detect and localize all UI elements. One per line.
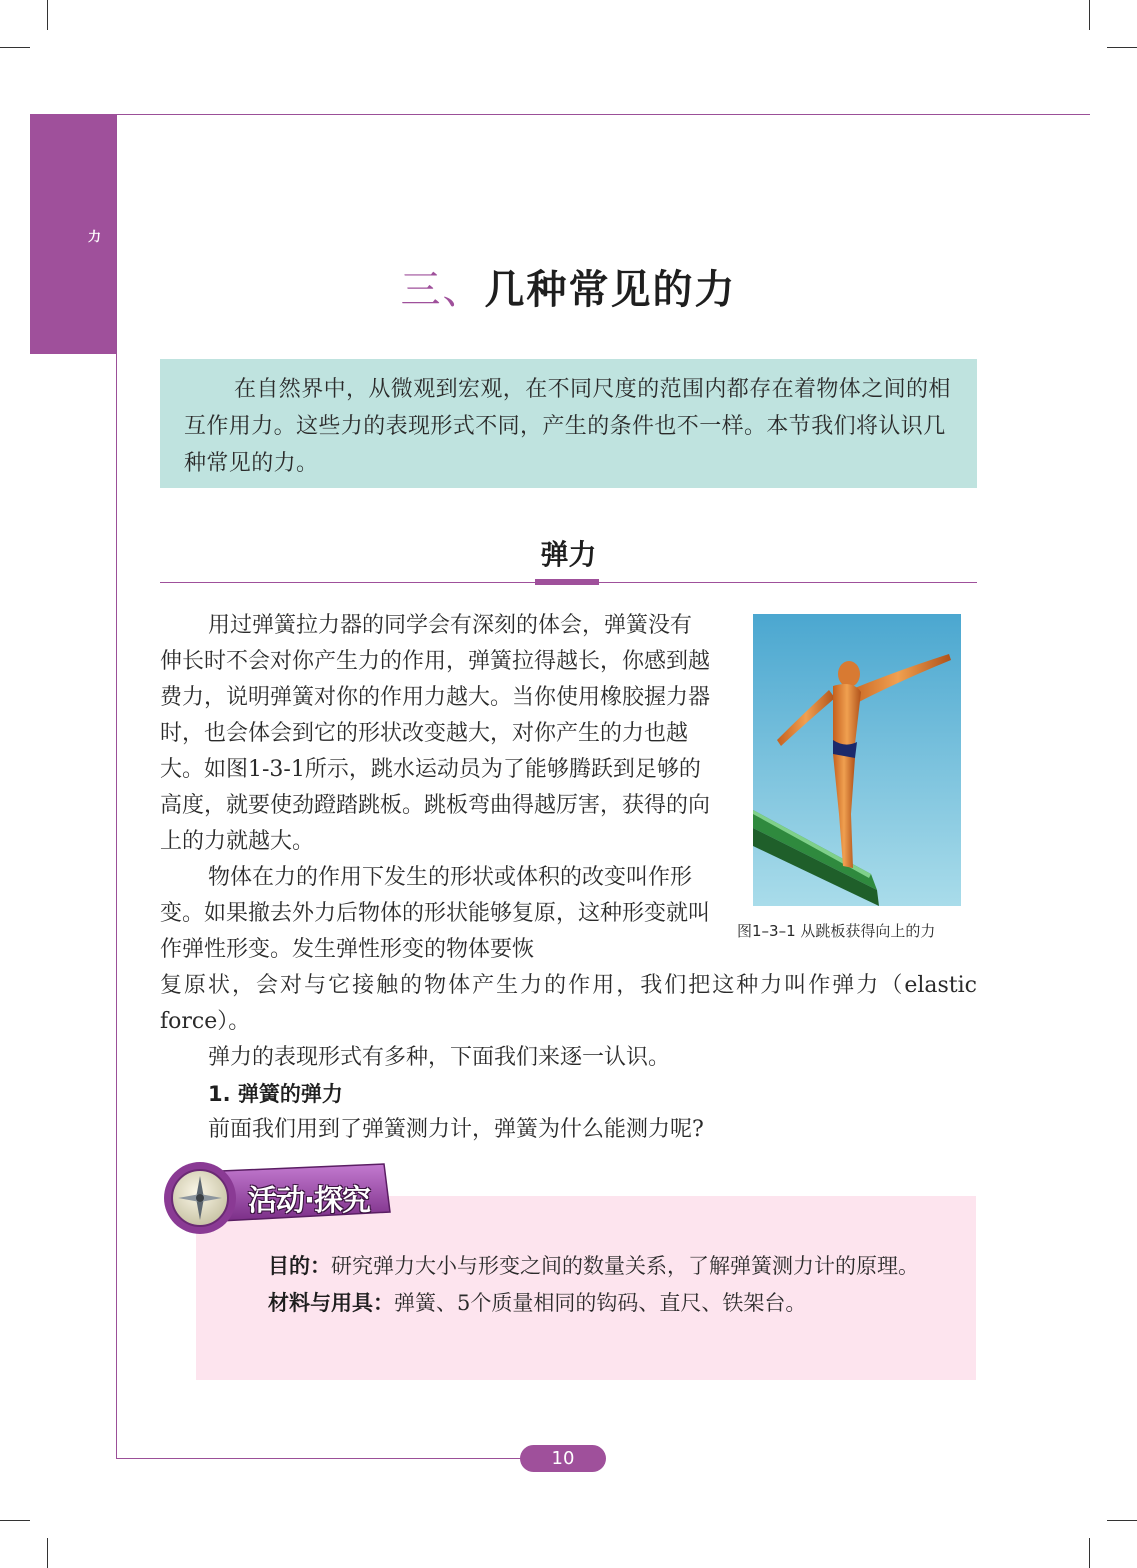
crop-mark	[1089, 1538, 1090, 1568]
paragraph-spring-experience: 用过弹簧拉力器的同学会有深刻的体会，弹簧没有伸长时不会对你产生力的作用，弹簧拉得越长，你感到越费力，说明弹簧对你的作用力越大。当你使用橡胶握力器时，也会体会到它的形状改变越大，对你产生的力也越大。如图1-3-1所示，跳水运动员为了能够腾跃到足够的高度，就要使劲蹬踏跳板。跳板弯曲得越厉害，获得的向上的力就越大。	[160, 613, 711, 854]
materials-label: 材料与用具：	[268, 1291, 394, 1315]
section-title	[0, 258, 1137, 315]
intro-text: 在自然界中，从微观到宏观，在不同尺度的范围内都存在着物体之间的相互作用力。这些力的表现形式不同，产生的条件也不一样。本节我们将认识几种常见的力。	[184, 377, 951, 476]
figure-caption: 图1–3–1 从跳板获得向上的力	[737, 922, 936, 940]
purpose-label: 目的：	[268, 1254, 331, 1278]
subsection-title: 弹力	[540, 538, 597, 571]
page-number: 10	[520, 1445, 606, 1472]
crop-mark	[0, 47, 30, 48]
section-title-text: 几种常见的力	[484, 266, 737, 313]
chapter-tab-label: 力	[88, 230, 102, 245]
crop-mark	[1107, 1520, 1137, 1521]
paragraph-deformation-end: force）。	[160, 1009, 251, 1034]
purpose-text: 研究弹力大小与形变之间的数量关系，了解弹簧测力计的原理。	[331, 1254, 919, 1278]
section-number: 三、	[400, 267, 485, 313]
crop-mark	[0, 1520, 30, 1521]
intro-box	[160, 359, 977, 488]
crop-mark	[1089, 0, 1090, 30]
chapter-side-tab	[30, 114, 116, 354]
activity-badge-label: 活动·探究	[248, 1183, 371, 1217]
subsection-underline-bar	[535, 579, 599, 585]
paragraph-deformation: 物体在力的作用下发生的形状或体积的改变叫作形变。如果撤去外力后物体的形状能够复原，这种形变就叫作弹性形变。发生弹性形变的物体要恢	[160, 865, 711, 962]
frame-left-line	[116, 114, 117, 1458]
activity-materials	[220, 1285, 954, 1322]
frame-bottom-line	[116, 1458, 546, 1459]
materials-text: 弹簧、5个质量相同的钩码、直尺、铁架台。	[394, 1291, 807, 1315]
crop-mark	[47, 1538, 48, 1568]
paragraph-spring-question: 前面我们用到了弹簧测力计，弹簧为什么能测力呢?	[208, 1117, 704, 1142]
paragraph-deformation-cont: 复原状，会对与它接触的物体产生力的作用，我们把这种力叫作弹力（elastic	[160, 973, 977, 998]
paragraph-elastic-forms: 弹力的表现形式有多种，下面我们来逐一认识。	[208, 1045, 671, 1070]
crop-mark	[1107, 47, 1137, 48]
crop-mark	[47, 0, 48, 30]
item-heading-spring-force: 1. 弹簧的弹力	[208, 1082, 343, 1106]
frame-top-line	[30, 114, 1090, 115]
activity-purpose	[220, 1248, 954, 1285]
diver-photo	[753, 614, 961, 906]
